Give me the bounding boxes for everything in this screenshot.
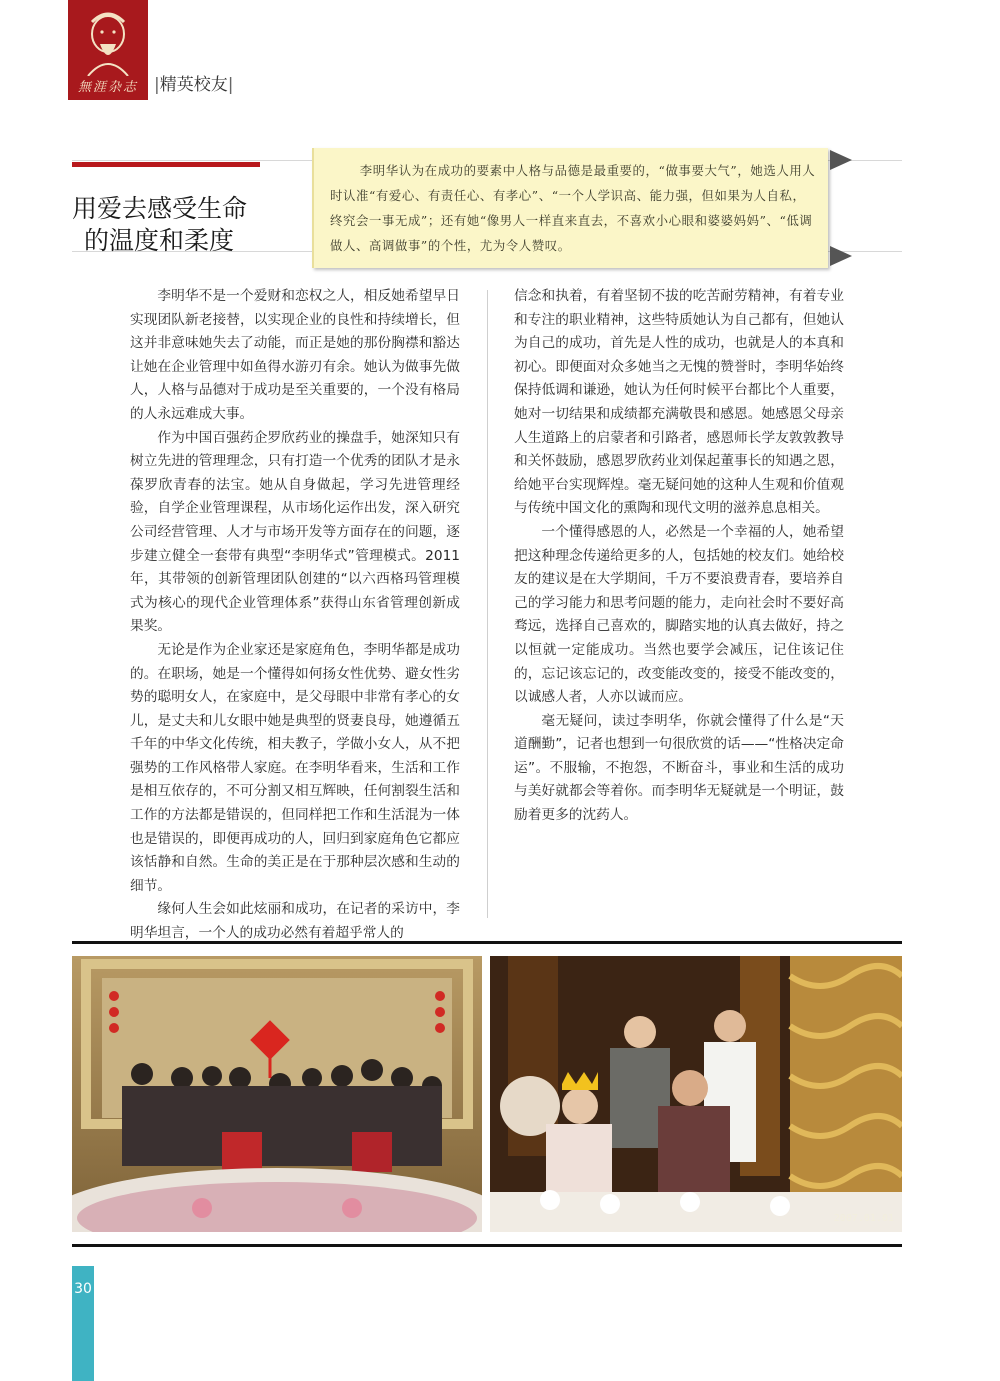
paragraph: 作为中国百强药企罗欣药业的操盘手，她深知只有树立先进的管理理念，只有打造一个优秀的团队才是永葆罗欣青春的法宝。她从自身做起，学习先进管理经验，自学企业管理课程，从市场化运作出发，深入研究公司经营管理、人才与市场开发等方面存在的问题，逐步建立健全一套带有典型“李明华式”管理模式。2011年，其带领的创新管理团队创建的“以六西格玛管理模式为核心的现代企业管理体系”获得山东省管理创新成果奖。 bbox=[130, 429, 460, 635]
paragraph: 无论是作为企业家还是家庭角色，李明华都是成功的。在职场，她是一个懂得如何扬女性优势、避女性劣势的聪明女人，在家庭中，是父母眼中非常有孝心的女儿，是丈夫和儿女眼中她是典型的贤妻良母，她遵循五千年的中华文化传统，相夫教子，学做小女人，从不把强势的工作风格带人家庭。在李明华看来，生活和工作是相互依存的，不可分割又相互辉映，任何割裂生活和工作的方法都是错误的，但同样把工作和生活混为一体也是错误的，即便再成功的人，回归到家庭角色它都应该恬静和自然。生命的美正是在于那种层次感和生动的细节。 bbox=[130, 641, 460, 894]
portrait-logo-icon bbox=[68, 0, 148, 76]
column-divider bbox=[487, 290, 488, 918]
photo-rule-bottom bbox=[72, 1244, 902, 1247]
page-number: 30 bbox=[74, 1281, 92, 1297]
magazine-logo bbox=[68, 0, 148, 100]
birthday-photo-image bbox=[490, 956, 902, 1232]
section-bar-right: | bbox=[227, 75, 234, 95]
logo-text: 無涯杂志 bbox=[77, 80, 138, 95]
photo-rule-top bbox=[72, 941, 902, 944]
title-red-bar bbox=[72, 162, 260, 167]
quote-corner-arrow-bottom-icon bbox=[830, 246, 852, 266]
article-title-line1: 用爱去感受生命 bbox=[72, 193, 248, 223]
pull-quote: 李明华认为在成功的要素中人格与品德是最重要的，“做事要大气”，她选人用人时认准“有爱心、有责任心、有孝心”、“一个人学识高、能力强，但如果为人自私，终究会一事无成”；还有她“像男人一样直来直去，不喜欢小心眼和婆婆妈妈”、“低调做人、高调做事”的个性，尤为令人赞叹。 bbox=[312, 148, 828, 268]
section-bar-left: | bbox=[154, 75, 160, 95]
section-name-text: 精英校友 bbox=[159, 75, 228, 95]
article-column-right bbox=[514, 285, 844, 828]
family-banquet-photo bbox=[72, 956, 482, 1232]
photo-date-stamp: 2007.01.01 bbox=[833, 1213, 894, 1224]
paragraph: 缘何人生会如此炫丽和成功，在记者的采访中，李明华坦言，一个人的成功必然有着超乎常人的 bbox=[130, 901, 460, 942]
article-title-line2: 的温度和柔度 bbox=[84, 225, 235, 255]
paragraph: 李明华不是一个爱财和恋权之人，相反她希望早日实现团队新老接替，以实现企业的良性和持续增长，但这并非意味她失去了动能，而正是她的那份胸襟和豁达让她在企业管理中如鱼得水游刃有余。她认为做事先做人，人格与品德对于成功是至关重要的，一个没有格局的人永远难成大事。 bbox=[130, 288, 460, 422]
birthday-photo bbox=[490, 956, 902, 1232]
paragraph-continued: 信念和执着，有着坚韧不拔的吃苦耐劳精神，有着专业和专注的职业精神，这些特质她认为自己都有，但她认为自己的成功，首先是人性的成功，也就是人的本真和初心。即便面对众多她当之无愧的赞誉时，李明华始终保持低调和谦逊，她认为任何时候平台都比个人重要，她对一切结果和成绩都充满敬畏和感恩。她感恩父母亲人生道路上的启蒙者和引路者，感恩师长学友敦敦教导和关怀鼓励，感恩罗欣药业刘保起董事长的知遇之恩，给她平台实现辉煌。毫无疑问她的这种人生观和价值观与传统中国文化的熏陶和现代文明的滋养息息相关。 bbox=[514, 288, 844, 517]
section-name bbox=[154, 74, 233, 96]
paragraph: 毫无疑问，读过李明华，你就会懂得了什么是“天道酬勤”，记者也想到一句很欣赏的话——“性格决定命运”。不服输，不抱怨，不断奋斗，事业和生活的成功与美好就都会等着你。而李明华无疑就是一个明证，鼓励着更多的沈药人。 bbox=[514, 712, 844, 824]
paragraph: 一个懂得感恩的人，必然是一个幸福的人，她希望把这种理念传递给更多的人，包括她的校友们。她给校友的建议是在大学期间，千万不要浪费青春，要培养自己的学习能力和思考问题的能力，走向社会时不要好高骛远，选择自己喜欢的，脚踏实地的认真去做好，持之以恒就一定能成功。当然也要学会减压，记住该记住的，忘记该忘记的，改变能改变的，接受不能改变的，以诚感人者，人亦以诚而应。 bbox=[514, 523, 844, 706]
article-column-left bbox=[130, 285, 460, 946]
quote-corner-arrow-top-icon bbox=[830, 150, 852, 170]
family-banquet-photo-image bbox=[72, 956, 482, 1232]
article-title bbox=[72, 193, 302, 257]
